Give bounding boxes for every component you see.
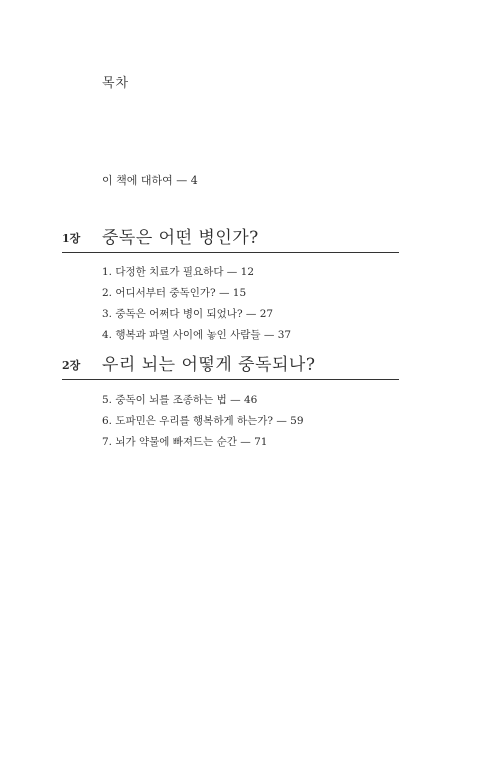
toc-entry[interactable]: 6. 도파민은 우리를 행복하게 하는가? — 59	[102, 415, 304, 427]
chapter-2-section	[62, 353, 399, 453]
toc-entry[interactable]: 7. 뇌가 약물에 빠져드는 순간 — 71	[102, 436, 268, 448]
chapter-1-section	[62, 226, 399, 346]
chapter-number: 2장	[62, 359, 81, 372]
toc-entry[interactable]: 5. 중독이 뇌를 조종하는 법 — 46	[102, 394, 258, 406]
toc-entry[interactable]: 3. 중독은 어쩌다 병이 되었나? — 27	[102, 308, 274, 320]
chapter-title: 중독은 어떤 병인가?	[102, 228, 259, 248]
chapter-2-heading[interactable]	[62, 353, 399, 380]
chapter-2-items	[62, 390, 399, 453]
toc-entry[interactable]: 4. 행복과 파멸 사이에 놓인 사람들 — 37	[102, 329, 292, 341]
chapter-1-heading[interactable]	[62, 226, 399, 253]
toc-title: 목차	[102, 76, 130, 91]
toc-entry[interactable]: 2. 어디서부터 중독인가? — 15	[102, 287, 247, 299]
chapter-1-items	[62, 262, 399, 346]
chapter-title: 우리 뇌는 어떻게 중독되나?	[102, 355, 316, 375]
toc-entry-intro[interactable]: 이 책에 대하여 — 4	[102, 174, 198, 187]
chapter-number: 1장	[62, 232, 81, 245]
toc-entry[interactable]: 1. 다정한 치료가 필요하다 — 12	[102, 266, 254, 278]
